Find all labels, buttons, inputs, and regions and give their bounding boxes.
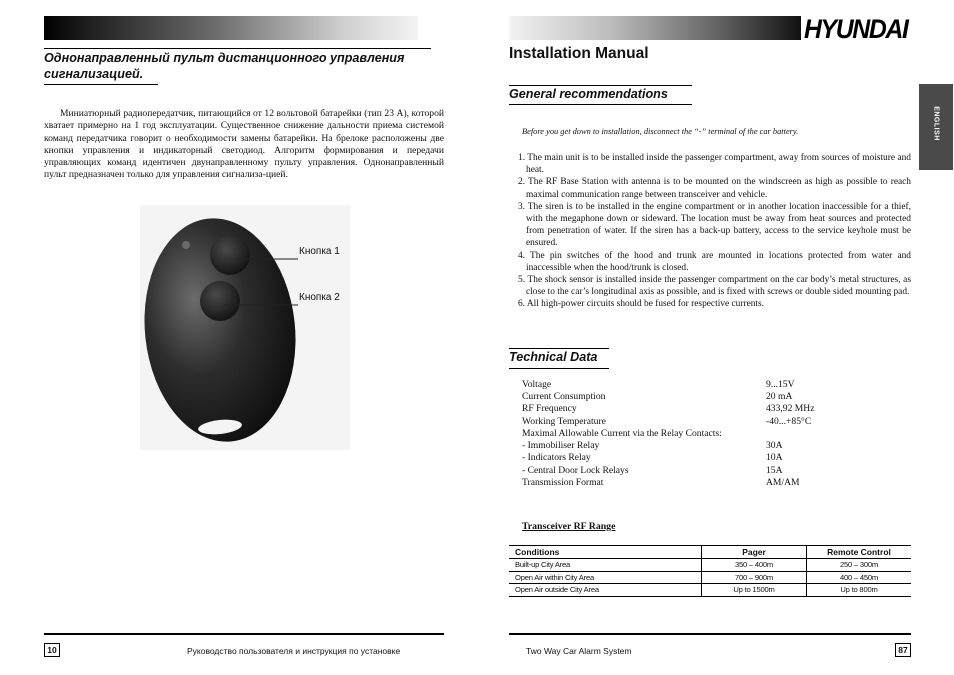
english-tab-label: ENGLISH: [932, 106, 940, 141]
left-header-bar: [44, 16, 418, 40]
list-item: 2. The RF Base Station with antenna is to be mounted on the windscreen as high as possible to reach maximal communication range between transceiver and vehicle.: [518, 177, 911, 200]
table-cell: Open Air outside City Area: [509, 584, 702, 597]
table-cell: 400 – 450m: [807, 571, 912, 584]
tech-value: 15A: [766, 465, 783, 476]
right-footer-text: Two Way Car Alarm System: [526, 646, 632, 656]
column-header: Conditions: [509, 546, 702, 559]
tech-value: 10A: [766, 452, 783, 463]
table-cell: 700 – 900m: [702, 571, 807, 584]
left-heading: Однонаправленный пульт дистанционного управления сигнализацией.: [44, 51, 405, 81]
list-item: 1. The main unit is to be installed inside the passenger compartment, away from sources of moisture and heat.: [518, 153, 911, 176]
table-cell: Up to 800m: [807, 584, 912, 597]
tech-label: Working Temperature: [522, 416, 606, 427]
technical-heading-rule-bottom: [509, 368, 609, 369]
tech-value: AM/AM: [766, 477, 800, 488]
table-header-row: [509, 546, 911, 559]
button2-label: Кнопка 2: [299, 292, 340, 303]
left-paragraph: Миниатюрный радиопередатчик, питающийся от 12 вольтовой батарейки (тип 23 А), которой хватает примерно на 1 год эксплуатации. Существенное снижение дальности приема системой команд передатчика говорит о необходимости замены батарейки. На брелоке расположены две кнопки управления и индикаторный светодиод. Алгоритм формирования и передачи управляющих команд идентичен двунаправленному пульту управления. Однонаправленный пульт предназначен только для управления сигнализа-цией.: [44, 108, 444, 181]
tech-value: 433,92 MHz: [766, 403, 815, 414]
tech-value: -40...+85°C: [766, 416, 812, 427]
tech-label: Maximal Allowable Current via the Relay Contacts:: [522, 428, 722, 439]
right-page-number: 87: [895, 643, 911, 657]
column-header: Pager: [702, 546, 807, 559]
tech-value: 20 mA: [766, 391, 793, 402]
general-heading-rule-top: [509, 85, 692, 86]
hyundai-logo: HYUNDAI: [804, 14, 908, 44]
column-header: Remote Control: [807, 546, 912, 559]
remote-brand-mark: HYUNDAI: [194, 371, 239, 381]
technical-heading-rule-top: [509, 348, 609, 349]
tech-label: Voltage: [522, 379, 552, 390]
tech-label: Current Consumption: [522, 391, 606, 402]
recommendations-list: [514, 152, 911, 311]
remote-photo: [140, 205, 350, 450]
button1-label: Кнопка 1: [299, 246, 340, 257]
list-item: 6. All high-power circuits should be fused for respective currents.: [518, 299, 765, 310]
left-footer-text: Руководство пользователя и инструкция по установке: [187, 646, 401, 656]
technical-heading: Technical Data: [509, 350, 598, 364]
list-item: 4. The pin switches of the hood and trunk are mounted in locations protected from water and inaccessible when the hood/trunk is closed.: [518, 250, 911, 273]
tech-label: - Central Door Lock Relays: [522, 465, 629, 476]
left-page-number: 10: [44, 643, 60, 657]
left-footer-rule: [44, 633, 444, 635]
table-row: [509, 584, 911, 597]
battery-note: Before you get down to installation, disconnect the “-” terminal of the car battery.: [522, 127, 799, 136]
left-heading-rule-bottom: [44, 84, 158, 85]
manual-title: Installation Manual: [509, 45, 649, 62]
left-heading-rule-top: [44, 48, 431, 49]
list-item: 5. The shock sensor is installed inside the passenger compartment on the car body’s metal structures, as close to the car’s longitudinal axis as possible, and is fixed with screws or double sided mounting pad.: [518, 275, 911, 298]
tech-label: - Immobiliser Relay: [522, 440, 600, 451]
list-item: 3. The siren is to be installed in the engine compartment or in another location inaccessible for a thief, with the megaphone down or sideward. The location must be away from heat sources and protected from penetration of water. If the siren has a back-up battery, access to the service keyhole must be ensured.: [518, 201, 911, 249]
tech-label: RF Frequency: [522, 403, 577, 414]
table-cell: 250 – 300m: [807, 559, 912, 572]
range-heading: Transceiver RF Range: [522, 521, 616, 532]
tech-label: Transmission Format: [522, 477, 604, 488]
table-row: [509, 559, 911, 572]
table-cell: Open Air within City Area: [509, 571, 702, 584]
table-cell: Up to 1500m: [702, 584, 807, 597]
table-cell: Built-up City Area: [509, 559, 702, 572]
rf-range-table: [509, 545, 911, 597]
tech-value: 9...15V: [766, 379, 795, 390]
right-footer-rule: [509, 633, 911, 635]
right-header-bar: [509, 16, 801, 40]
table-row: [509, 571, 911, 584]
general-heading: General recommendations: [509, 87, 668, 101]
remote-keyfob-illustration: [140, 205, 350, 450]
tech-value: 30A: [766, 440, 783, 451]
table-cell: 350 – 400m: [702, 559, 807, 572]
general-heading-rule-bottom: [509, 104, 692, 105]
tech-label: - Indicators Relay: [522, 452, 591, 463]
